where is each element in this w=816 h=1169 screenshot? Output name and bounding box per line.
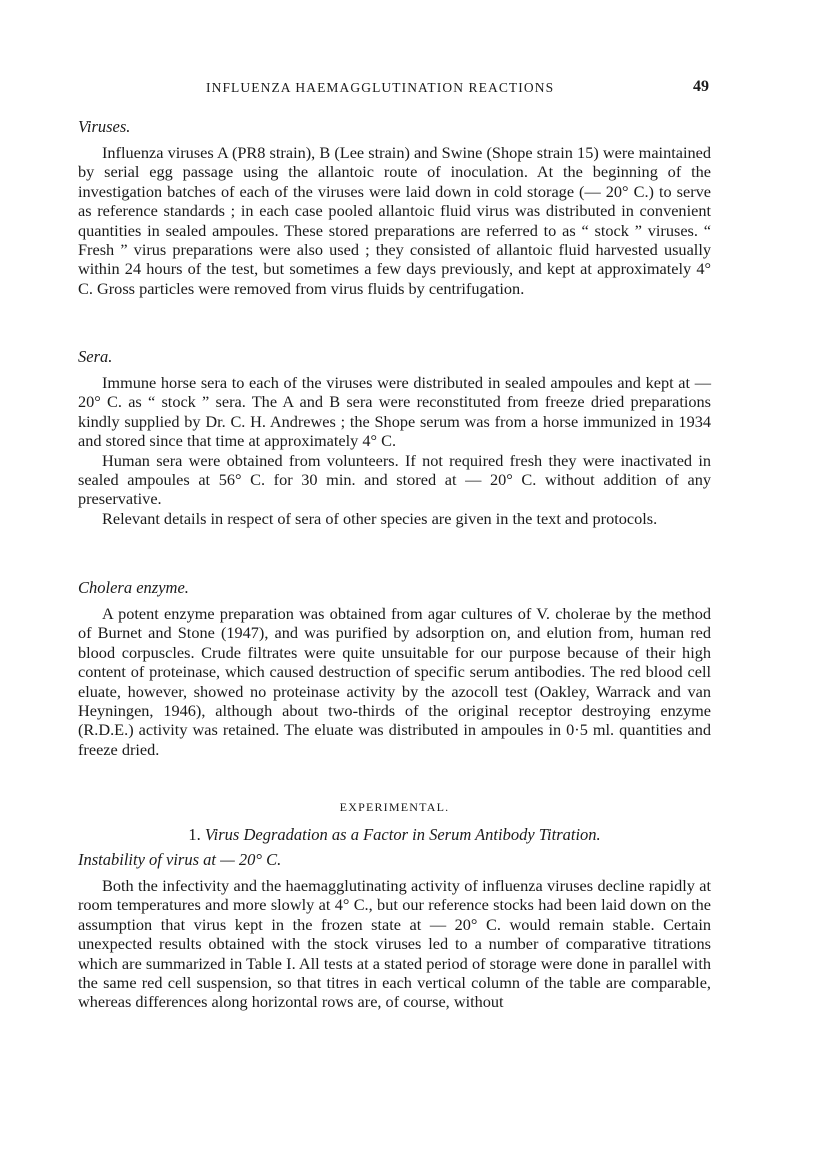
paragraph-viruses: Influenza viruses A (PR8 strain), B (Lee strain) and Swine (Shope strain 15) were maintained by serial egg passage using the allantoic route of inoculation. At the beginning of the investigation batches of each of the viruses were laid down in cold storage (— 20° C.) to serve as reference standards ; in each case pooled allantoic fluid virus was distributed in convenient quantities in sealed ampoules. These stored preparations are referred to as “ stock ” viruses. “ Fresh ” virus preparations were also used ; they consisted of allantoic fluid harvested usually within 24 hours of the test, but sometimes a few days previously, and kept at approximately 4° C. Gross particles were removed from virus fluids by centrifugation. [78, 143, 711, 298]
section-heading-viruses: Viruses. [78, 117, 131, 136]
section-experimental [78, 800, 711, 1012]
subheading-instability: Instability of virus at — 20° C. [78, 850, 282, 869]
running-header [78, 80, 711, 100]
paragraph-sera-2: Human sera were obtained from volunteers. If not required fresh they were inactivated in sealed ampoules at 56° C. for 30 min. and stored at — 20° C. without addition of any preservative. [78, 450, 711, 509]
paragraph-cholera: A potent enzyme preparation was obtained from agar cultures of V. cholerae by the method of Burnet and Stone (1947), and was purified by adsorption on, and elution from, human red blood corpuscles. Crude filtrates were quite unsuitable for our purpose because of their high content of proteinase, which caused destruction of specific serum antibodies. The red blood cell eluate, however, showed no proteinase activity by the azocoll test (Oakley, Warrack and van Heyningen, 1946), although about two-thirds of the original receptor destroying enzyme (R.D.E.) activity was retained. The eluate was distributed in ampoules in 0·5 ml. quantities and freeze dried. [78, 604, 711, 759]
paragraph-experimental: Both the infectivity and the haemagglutinating activity of influenza viruses decline rapidly at room temperatures and more slowly at 4° C., but our reference stocks had been laid down on the assumption that virus kept in the frozen state at — 20° C. would remain stable. Certain unexpected results obtained with the stock viruses led to a number of comparative titrations which are summarized in Table I. All tests at a stated period of storage were done in parallel with the same red cell suspension, so that titres in each vertical column of the table are comparable, whereas differences along horizontal rows are, of course, without [78, 876, 711, 1012]
running-title: INFLUENZA HAEMAGGLUTINATION REACTIONS [206, 80, 555, 95]
page-number: 49 [693, 78, 709, 95]
section-cholera [78, 578, 711, 759]
paragraph-sera-3: Relevant details in respect of sera of other species are given in the text and protocols. [102, 508, 658, 528]
section-viruses [78, 117, 711, 298]
section-heading-cholera: Cholera enzyme. [78, 578, 189, 597]
section-sera [78, 347, 711, 528]
experimental-subtitle [78, 825, 711, 845]
section-heading-sera: Sera. [78, 347, 113, 366]
paragraph-sera-1: Immune horse sera to each of the viruses were distributed in sealed ampoules and kept at — 20° C. as “ stock ” sera. The A and B sera were reconstituted from freeze dried preparations kindly supplied by Dr. C. H. Andrewes ; the Shope serum was from a horse immunized in 1934 and stored since that time at approximately 4° C. [78, 373, 711, 451]
subtitle-text: Virus Degradation as a Factor in Serum Antibody Titration. [204, 825, 601, 844]
subtitle-number: 1. [188, 825, 201, 844]
experimental-heading: EXPERIMENTAL. [339, 800, 450, 814]
